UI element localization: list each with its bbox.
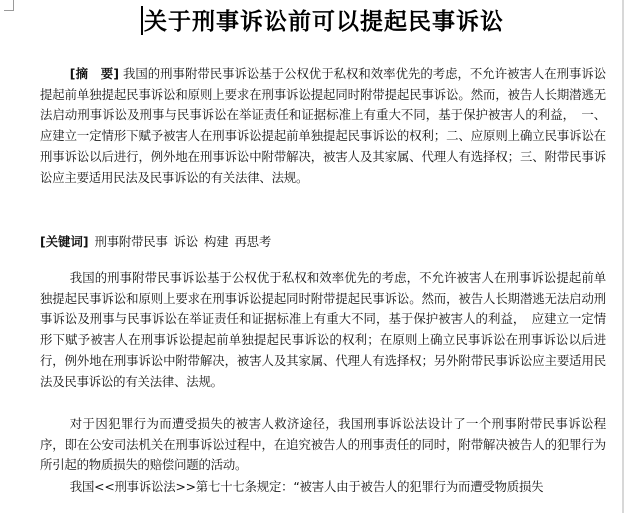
keyword-item: 刑事附带民事	[94, 234, 168, 249]
keywords-label: [关键词]	[40, 234, 89, 249]
keywords-line[interactable]	[40, 232, 606, 253]
abstract-text: 我国的刑事附带民事诉讼基于公权优于私权和效率优先的考虑，不允许被害人在刑事诉讼提起前单独提起民事诉讼和原则上要求在刑事诉讼提起同时附带提起民事诉讼。然而，被告人长期潜逃无法启动刑事诉讼及刑事与民事诉讼在举证责任和证据标准上有重大不同，基于保护被害人的利益， 一、应建立一定情形下赋予被害人在刑事诉讼提起前单独提起民事诉讼的权利；二、应原则上确立民事诉讼在刑事诉讼以后进行，例外地在刑事诉讼中附带解决，被害人及其家属、代理人有选择权；三、附带民事诉讼应主要适用民法及民事诉讼的有关法律、法规。	[40, 66, 607, 185]
keyword-item: 再思考	[234, 234, 272, 249]
body-paragraph[interactable]: 我国的刑事附带民事诉讼基于公权优于私权和效率优先的考虑，不允许被害人在刑事诉讼提起前单独提起民事诉讼和原则上要求在刑事诉讼提起同时附带提起民事诉讼。然而，被告人长期潜逃无法启动刑事诉讼及刑事与民事诉讼在举证责任和证据标准上有重大不同，基于保护被害人的利益， 应建立一定情形下赋予被害人在刑事诉讼提起前单独提起民事诉讼的权利；在原则上确立民事诉讼在刑事诉讼以后进行，例外地在刑事诉讼中附带解决，被害人及其家属、代理人有选择权；另外附带民事诉讼应主要适用民法及民事诉讼的有关法律、法规。	[40, 270, 606, 389]
abstract-label: [摘 要]	[69, 66, 120, 81]
abstract-paragraph[interactable]	[40, 64, 606, 188]
body-paragraph[interactable]: 我国<<刑事诉讼法>>第七十七条规定：“被害人由于被告人的犯罪行为而遭受物质损失	[69, 479, 544, 494]
page-corner-mark	[4, 0, 14, 11]
body-paragraph[interactable]: 对于因犯罪行为而遭受损失的被害人救济途径，我国刑事诉讼法设计了一个刑事附带民事诉讼程序，即在公安司法机关在刑事诉讼过程中，在追究被告人的刑事责任的同时，附带解决被告人的犯罪行为所引起的物质损失的赔偿问题的活动。	[40, 416, 606, 473]
document-title[interactable]: 关于刑事诉讼前可以提起民事诉讼	[144, 8, 504, 35]
keyword-item: 构建	[204, 234, 229, 249]
text-cursor	[141, 6, 143, 35]
keyword-item: 诉讼	[173, 234, 199, 249]
